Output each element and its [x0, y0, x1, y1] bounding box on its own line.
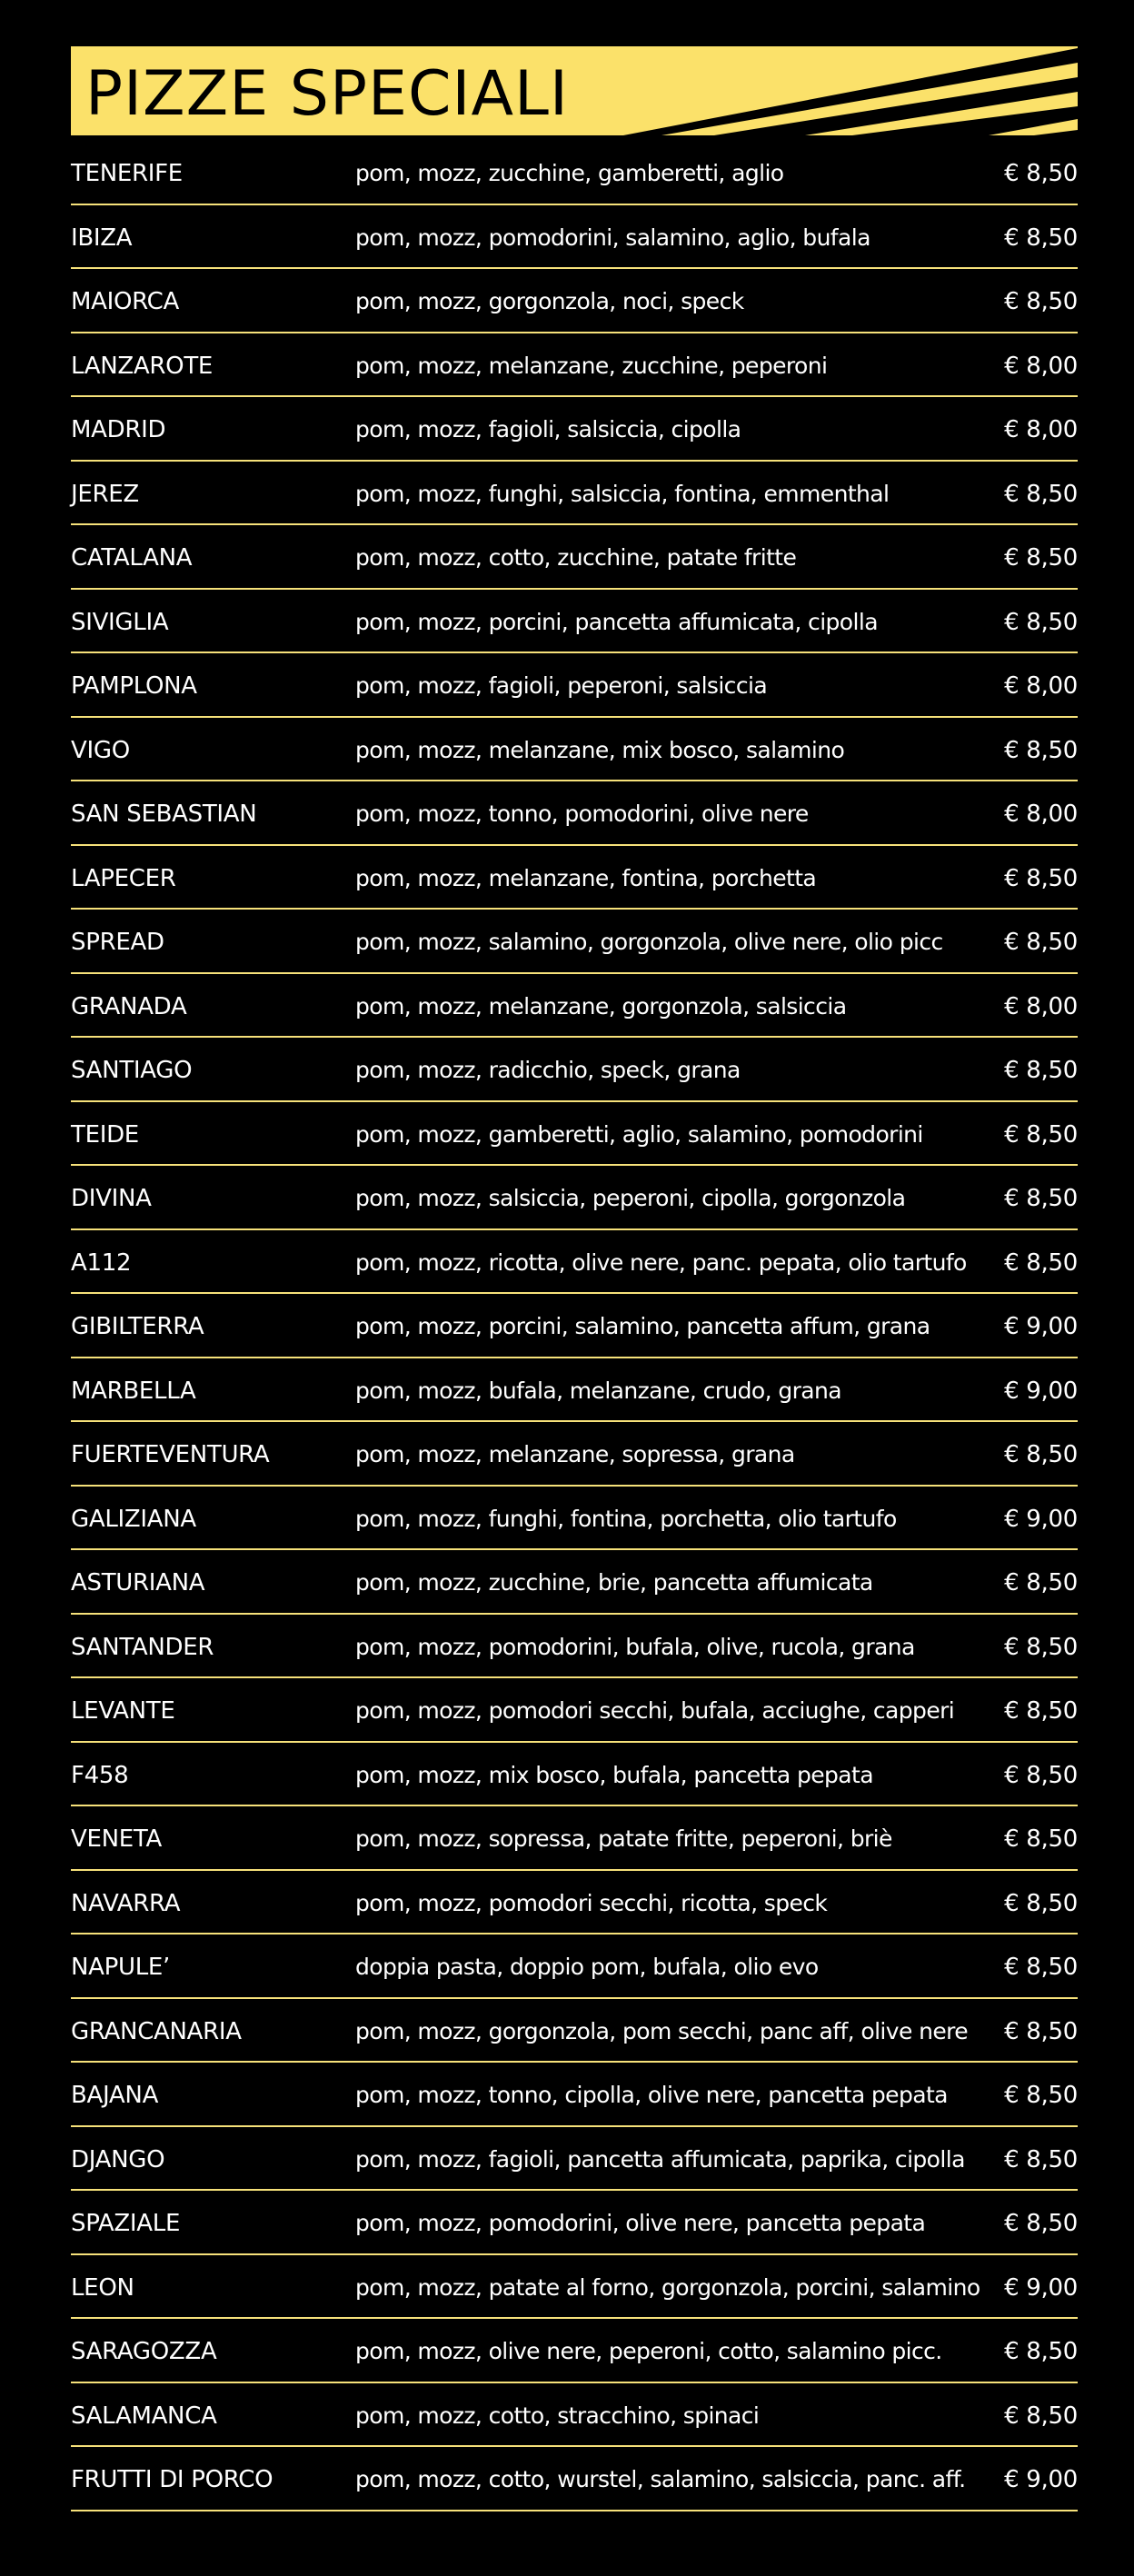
menu-item-row — [71, 846, 1078, 910]
pizza-price: € 8,50 — [1004, 2402, 1078, 2430]
pizza-ingredients: pom, mozz, pomodorini, olive nere, pancetta pepata — [355, 2210, 926, 2236]
pizza-ingredients: pom, mozz, pomodorini, salamino, aglio, bufala — [355, 224, 870, 251]
menu-item-row — [71, 1487, 1078, 1551]
pizza-price: € 8,50 — [1004, 929, 1078, 956]
pizza-name: VENETA — [71, 1825, 162, 1853]
pizza-ingredients: pom, mozz, melanzane, gorgonzola, salsiccia — [355, 992, 847, 1019]
pizza-name: LAPECER — [71, 864, 176, 892]
menu-item-row — [71, 1166, 1078, 1230]
menu-item-row — [71, 2127, 1078, 2192]
pizza-ingredients: pom, mozz, cotto, stracchino, spinaci — [355, 2402, 760, 2429]
menu-item-row — [71, 1806, 1078, 1871]
pizza-ingredients: pom, mozz, pomodorini, bufala, olive, rucola, grana — [355, 1633, 915, 1660]
pizza-ingredients: pom, mozz, tonno, pomodorini, olive nere — [355, 801, 809, 827]
pizza-price: € 8,50 — [1004, 480, 1078, 508]
pizza-ingredients: pom, mozz, porcini, pancetta affumicata, cipolla — [355, 608, 878, 635]
pizza-price: € 8,50 — [1004, 160, 1078, 187]
menu-item-row — [71, 2319, 1078, 2383]
menu-item-row — [71, 2255, 1078, 2320]
header-stripe-3 — [989, 119, 1078, 135]
pizza-name: NAVARRA — [71, 1889, 181, 1917]
pizza-price: € 8,50 — [1004, 2210, 1078, 2237]
menu-item-row — [71, 974, 1078, 1039]
menu-item-row — [71, 1102, 1078, 1167]
pizza-price: € 8,50 — [1004, 736, 1078, 764]
pizza-name: FUERTEVENTURA — [71, 1441, 270, 1468]
pizza-price: € 8,00 — [1004, 801, 1078, 828]
menu-item-row — [71, 910, 1078, 974]
pizza-ingredients: pom, mozz, mix bosco, bufala, pancetta pepata — [355, 1761, 873, 1788]
menu-item-row — [71, 1230, 1078, 1295]
pizza-name: SARAGOZZA — [71, 2338, 217, 2365]
pizza-ingredients: pom, mozz, gamberetti, aglio, salamino, pomodorini — [355, 1120, 923, 1148]
pizza-name: MAIORCA — [71, 288, 179, 315]
pizza-price: € 8,50 — [1004, 1761, 1078, 1789]
pizza-ingredients: pom, mozz, fagioli, peperoni, salsiccia — [355, 672, 768, 699]
page-title: PIZZE SPECIALI — [85, 58, 569, 130]
pizza-name: LEON — [71, 2273, 134, 2302]
pizza-ingredients: pom, mozz, salsiccia, peperoni, cipolla, gorgonzola — [355, 1185, 906, 1211]
pizza-name: IBIZA — [71, 224, 133, 252]
menu-item-row — [71, 1743, 1078, 1807]
pizza-price: € 8,50 — [1004, 224, 1078, 252]
pizza-ingredients: pom, mozz, funghi, fontina, porchetta, olio tartufo — [355, 1505, 897, 1532]
menu-item-row — [71, 2447, 1078, 2511]
pizza-name: SPAZIALE — [71, 2210, 181, 2237]
pizza-price: € 8,00 — [1004, 352, 1078, 380]
pizza-name: TEIDE — [71, 1120, 139, 1149]
pizza-name: VIGO — [71, 736, 130, 764]
pizza-name: GRANADA — [71, 992, 187, 1020]
pizza-ingredients: pom, mozz, sopressa, patate fritte, peperoni, briè — [355, 1825, 892, 1852]
pizza-price: € 9,00 — [1004, 1505, 1078, 1533]
menu-item-row — [71, 718, 1078, 782]
pizza-ingredients: pom, mozz, patate al forno, gorgonzola, porcini, salamino — [355, 2273, 980, 2301]
menu-item-row — [71, 1550, 1078, 1615]
pizza-name: GALIZIANA — [71, 1505, 196, 1533]
pizza-name: MARBELLA — [71, 1377, 196, 1405]
pizza-ingredients: pom, mozz, gorgonzola, pom secchi, panc aff, olive nere — [355, 2017, 969, 2044]
pizza-ingredients: pom, mozz, fagioli, salsiccia, cipolla — [355, 416, 741, 443]
pizza-name: LEVANTE — [71, 1697, 175, 1725]
pizza-price: € 9,00 — [1004, 2273, 1078, 2302]
pizza-price: € 8,50 — [1004, 544, 1078, 572]
menu-item-row — [71, 1422, 1078, 1487]
pizza-price: € 8,50 — [1004, 1248, 1078, 1277]
menu-item-row — [71, 1934, 1078, 1999]
pizza-name: GRANCANARIA — [71, 2017, 242, 2045]
pizza-ingredients: pom, mozz, melanzane, sopressa, grana — [355, 1441, 795, 1467]
menu-item-row — [71, 397, 1078, 462]
pizza-name: PAMPLONA — [71, 672, 197, 700]
pizza-name: ASTURIANA — [71, 1569, 205, 1596]
pizza-ingredients: pom, mozz, tonno, cipolla, olive nere, pancetta pepata — [355, 2082, 948, 2108]
pizza-price: € 8,50 — [1004, 1185, 1078, 1212]
pizza-ingredients: pom, mozz, olive nere, peperoni, cotto, salamino picc. — [355, 2338, 942, 2364]
pizza-ingredients: pom, mozz, pomodori secchi, ricotta, speck — [355, 1889, 828, 1916]
pizza-price: € 8,50 — [1004, 2338, 1078, 2365]
menu-item-row — [71, 462, 1078, 526]
pizza-name: NAPULE’ — [71, 1954, 171, 1981]
menu-item-row — [71, 653, 1078, 718]
pizza-name: MADRID — [71, 416, 166, 443]
menu-item-row — [71, 141, 1078, 205]
pizza-price: € 8,50 — [1004, 2082, 1078, 2109]
menu-item-row — [71, 205, 1078, 270]
pizza-price: € 9,00 — [1004, 2466, 1078, 2493]
pizza-name: SPREAD — [71, 929, 164, 956]
pizza-price: € 8,50 — [1004, 288, 1078, 315]
pizza-price: € 9,00 — [1004, 1313, 1078, 1340]
pizza-price: € 8,50 — [1004, 1697, 1078, 1725]
pizza-price: € 8,50 — [1004, 1954, 1078, 1981]
pizza-price: € 8,50 — [1004, 2017, 1078, 2045]
pizza-ingredients: pom, mozz, melanzane, fontina, porchetta — [355, 864, 817, 891]
menu-item-row — [71, 333, 1078, 398]
pizza-name: JEREZ — [71, 480, 139, 508]
pizza-ingredients: pom, mozz, salamino, gorgonzola, olive nere, olio picc — [355, 929, 943, 955]
pizza-ingredients: pom, mozz, fagioli, pancetta affumicata, paprika, cipolla — [355, 2145, 965, 2173]
menu-item-row — [71, 1678, 1078, 1743]
pizza-price: € 8,50 — [1004, 1120, 1078, 1149]
pizza-ingredients: pom, mozz, melanzane, zucchine, peperoni — [355, 352, 828, 379]
pizza-price: € 8,00 — [1004, 416, 1078, 443]
pizza-name: LANZAROTE — [71, 352, 214, 380]
pizza-price: € 8,00 — [1004, 672, 1078, 700]
pizza-name: BAJANA — [71, 2082, 159, 2109]
pizza-name: SANTIAGO — [71, 1057, 193, 1084]
pizza-price: € 8,50 — [1004, 1633, 1078, 1661]
menu-item-row — [71, 2063, 1078, 2127]
pizza-price: € 8,50 — [1004, 864, 1078, 892]
pizza-menu-list — [71, 141, 1078, 2511]
menu-item-row — [71, 1038, 1078, 1102]
menu-item-row — [71, 590, 1078, 654]
menu-item-row — [71, 269, 1078, 333]
pizza-price: € 9,00 — [1004, 1377, 1078, 1405]
pizza-ingredients: pom, mozz, bufala, melanzane, crudo, grana — [355, 1377, 841, 1404]
pizza-name: F458 — [71, 1761, 129, 1789]
menu-item-row — [71, 1999, 1078, 2064]
pizza-name: DJANGO — [71, 2145, 165, 2173]
pizza-price: € 8,50 — [1004, 2145, 1078, 2173]
pizza-ingredients: pom, mozz, ricotta, olive nere, panc. pepata, olio tartufo — [355, 1248, 967, 1276]
pizza-ingredients: doppia pasta, doppio pom, bufala, olio evo — [355, 1954, 819, 1980]
pizza-ingredients: pom, mozz, cotto, wurstel, salamino, salsiccia, panc. aff. — [355, 2466, 966, 2492]
menu-item-row — [71, 1871, 1078, 1935]
pizza-name: TENERIFE — [71, 160, 183, 187]
pizza-price: € 8,00 — [1004, 992, 1078, 1020]
pizza-price: € 8,50 — [1004, 1889, 1078, 1917]
pizza-name: FRUTTI DI PORCO — [71, 2466, 274, 2493]
pizza-name: GIBILTERRA — [71, 1313, 204, 1340]
menu-item-row — [71, 1358, 1078, 1423]
menu-item-row — [71, 2191, 1078, 2255]
pizza-ingredients: pom, mozz, funghi, salsiccia, fontina, emmenthal — [355, 480, 890, 507]
pizza-name: A112 — [71, 1248, 132, 1277]
pizza-name: SIVIGLIA — [71, 608, 169, 636]
menu-item-row — [71, 525, 1078, 590]
pizza-price: € 8,50 — [1004, 1057, 1078, 1084]
pizza-price: € 8,50 — [1004, 1569, 1078, 1596]
pizza-price: € 8,50 — [1004, 608, 1078, 636]
pizza-name: CATALANA — [71, 544, 193, 572]
pizza-name: DIVINA — [71, 1185, 152, 1212]
pizza-name: SANTANDER — [71, 1633, 214, 1661]
pizza-name: SAN SEBASTIAN — [71, 801, 257, 828]
pizza-ingredients: pom, mozz, zucchine, gamberetti, aglio — [355, 160, 784, 186]
menu-header — [71, 46, 1078, 135]
pizza-ingredients: pom, mozz, radicchio, speck, grana — [355, 1057, 741, 1083]
pizza-ingredients: pom, mozz, cotto, zucchine, patate fritte — [355, 544, 797, 571]
pizza-ingredients: pom, mozz, gorgonzola, noci, speck — [355, 288, 744, 314]
menu-item-row — [71, 781, 1078, 846]
pizza-name: SALAMANCA — [71, 2402, 217, 2430]
pizza-ingredients: pom, mozz, porcini, salamino, pancetta affum, grana — [355, 1313, 930, 1339]
menu-item-row — [71, 2383, 1078, 2448]
menu-item-row — [71, 1294, 1078, 1358]
pizza-ingredients: pom, mozz, melanzane, mix bosco, salamino — [355, 736, 845, 763]
pizza-price: € 8,50 — [1004, 1441, 1078, 1468]
pizza-ingredients: pom, mozz, pomodori secchi, bufala, acciughe, capperi — [355, 1697, 955, 1724]
pizza-ingredients: pom, mozz, zucchine, brie, pancetta affumicata — [355, 1569, 873, 1596]
pizza-price: € 8,50 — [1004, 1825, 1078, 1853]
menu-item-row — [71, 1615, 1078, 1679]
